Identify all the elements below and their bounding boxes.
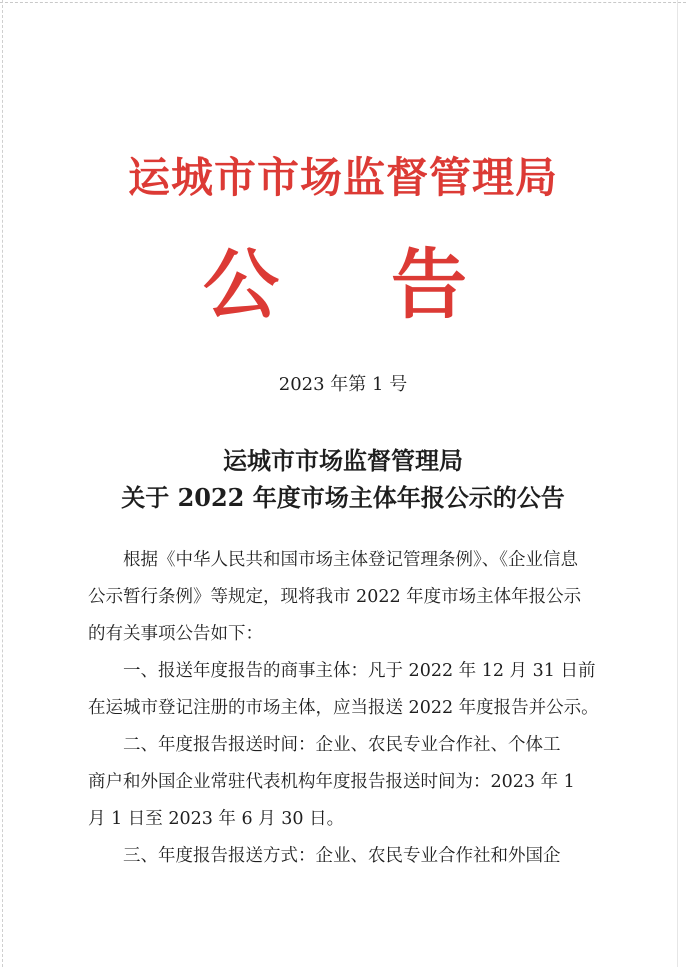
subject-line-2: 关于 2022 年度市场主体年报公示的公告 — [121, 483, 565, 512]
body-line: 的有关事项公告如下： — [88, 624, 263, 644]
body-line: 在运城市登记注册的市场主体，应当报送 2022 年度报告并公示。 — [88, 698, 599, 718]
notice-title-char-2: 告 — [391, 240, 467, 329]
document-number: 2023 年第 1 号 — [278, 374, 408, 395]
body-line: 商户和外国企业常驻代表机构年度报告报送时间为：2023 年 1 — [88, 772, 575, 792]
notice-title-char-1: 公 — [203, 240, 279, 329]
body-line: 一、报送年度报告的商事主体：凡于 2022 年 12 月 31 日前 — [88, 661, 596, 681]
notice-title — [195, 240, 485, 330]
body-text — [88, 542, 608, 875]
body-line: 二、年度报告报送时间：企业、农民专业合作社、个体工 — [88, 735, 561, 755]
body-line: 月 1 日至 2023 年 6 月 30 日。 — [88, 809, 345, 829]
body-line: 根据《中华人民共和国市场主体登记管理条例》、《企业信息 — [88, 550, 578, 570]
subject-line-1: 运城市市场监督管理局 — [223, 446, 463, 475]
body-line: 公示暂行条例》等规定，现将我市 2022 年度市场主体年报公示 — [88, 587, 582, 607]
agency-header: 运城市市场监督管理局 — [127, 153, 558, 202]
body-line: 三、年度报告报送方式：企业、农民专业合作社和外国企 — [88, 846, 561, 866]
page-edge-top — [0, 2, 686, 3]
subject-heading — [0, 442, 686, 516]
